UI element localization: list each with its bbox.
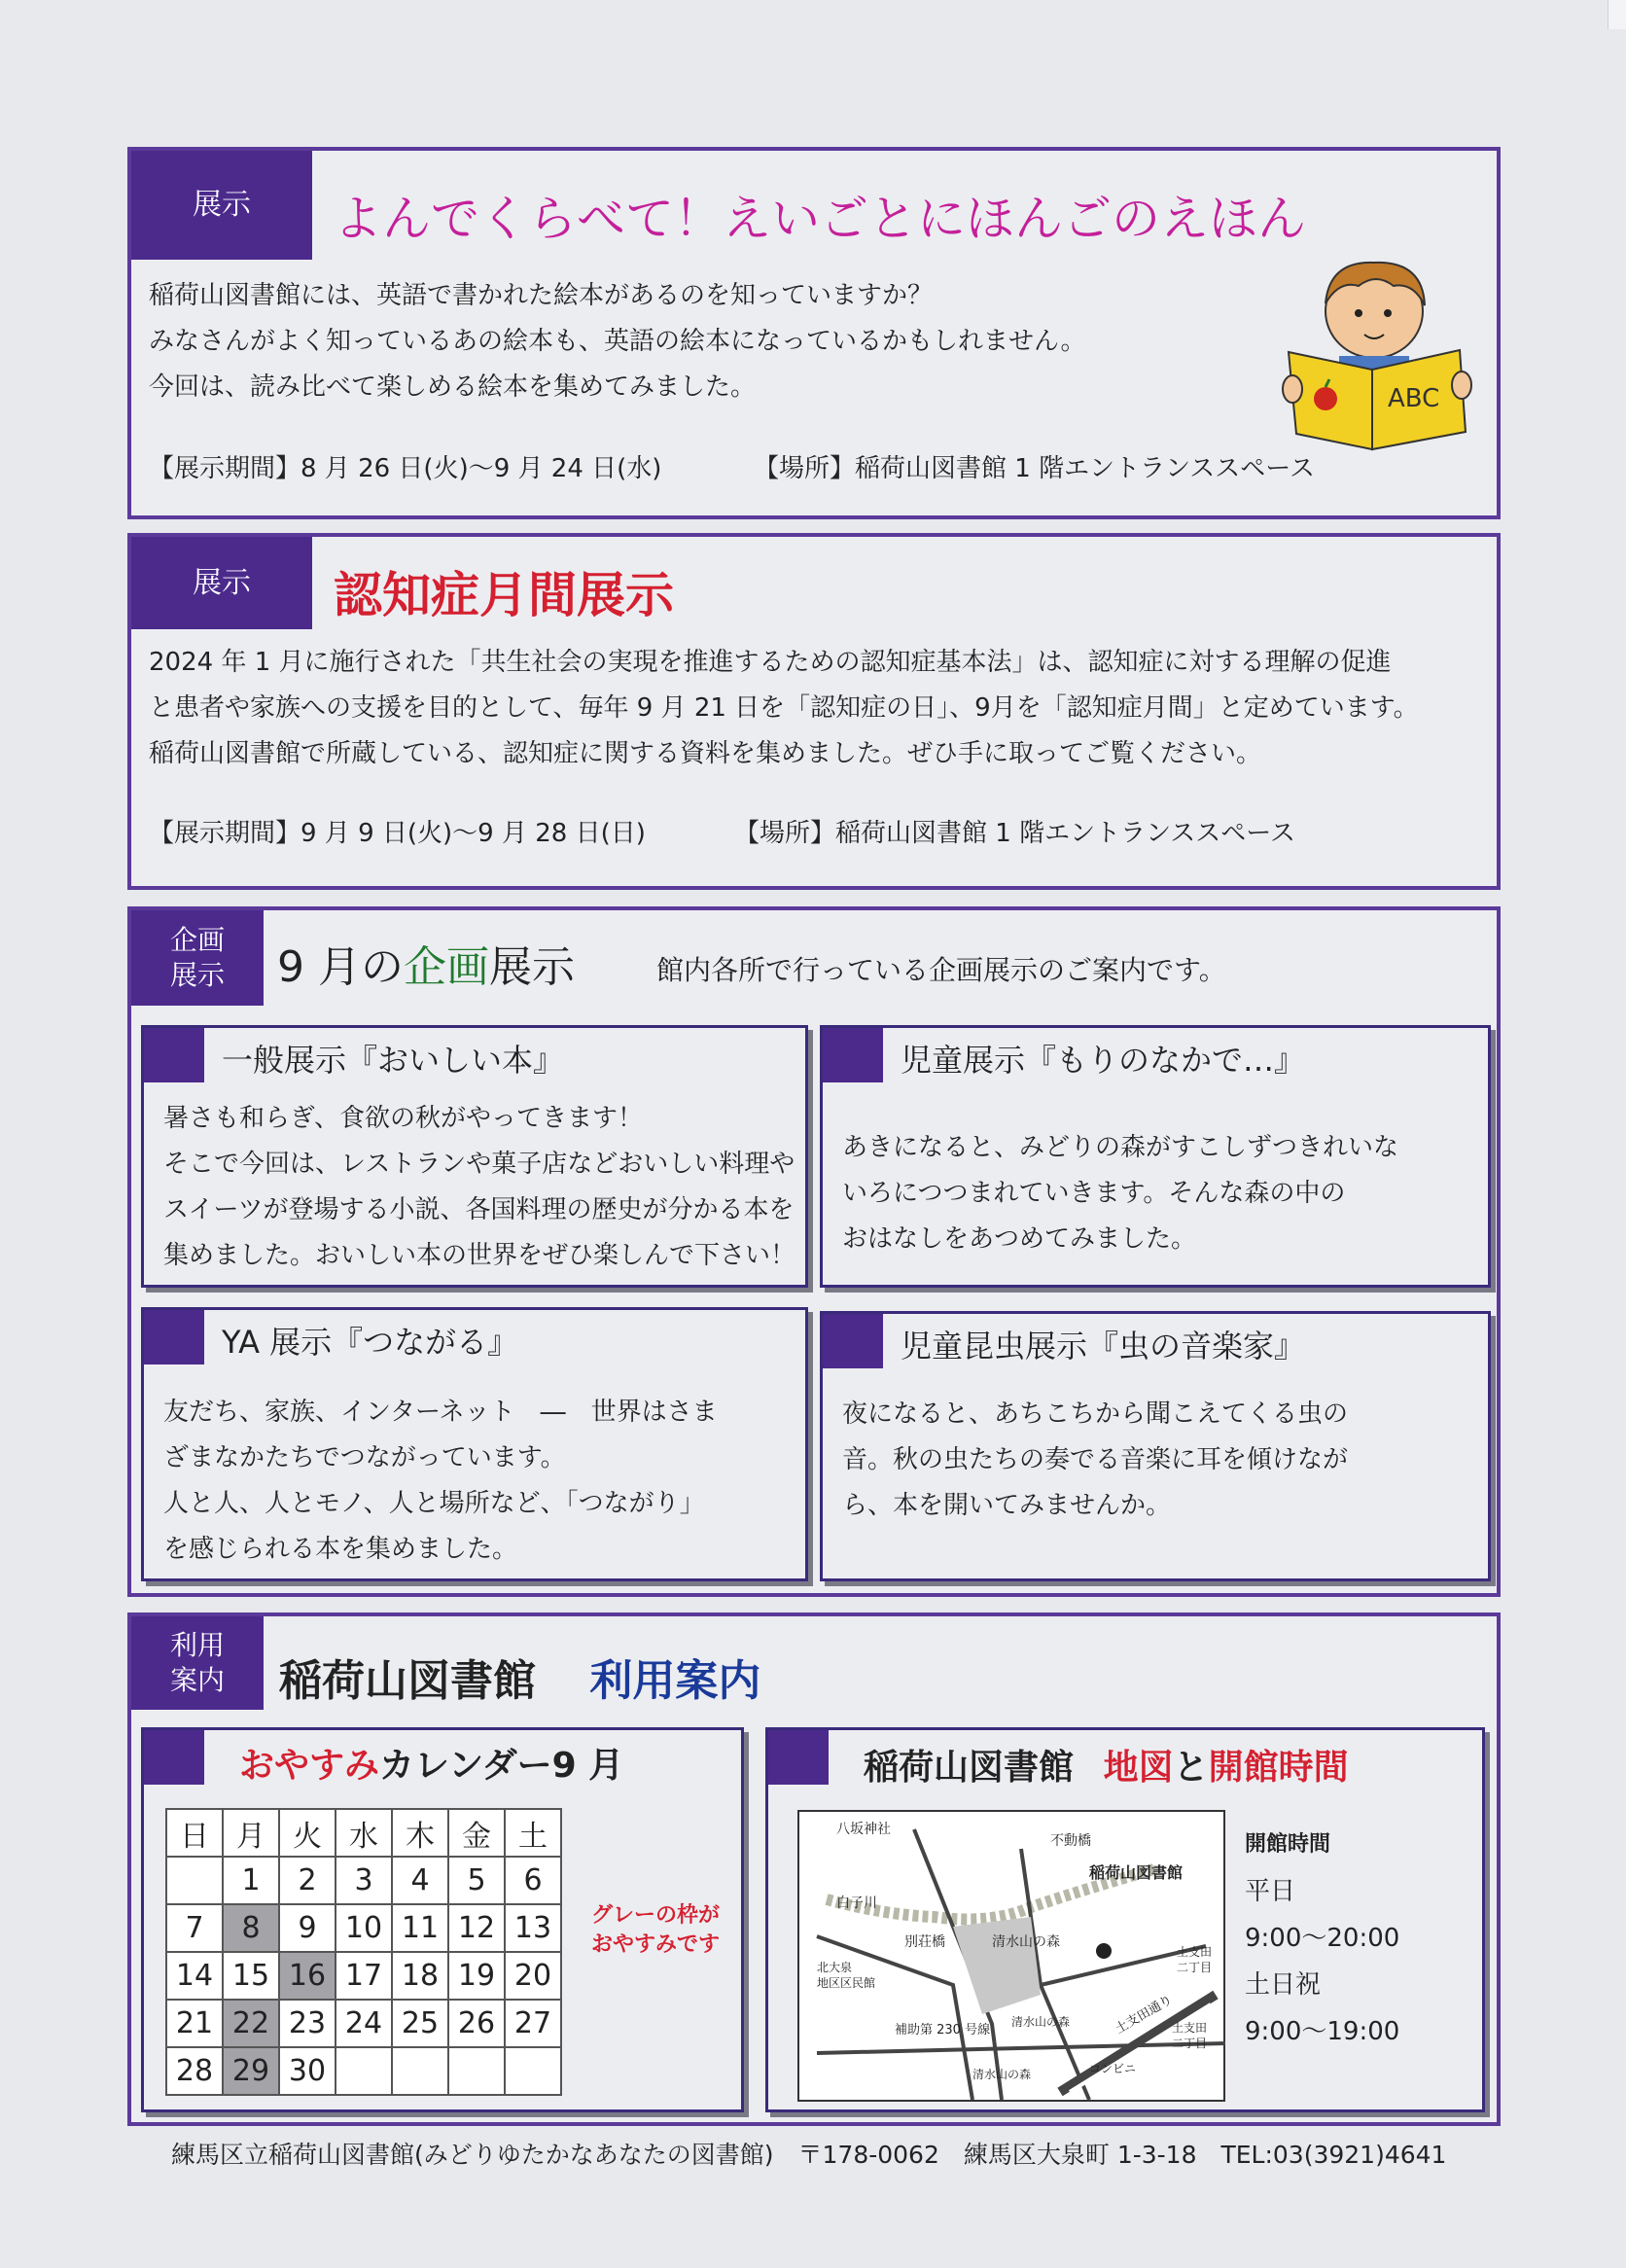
exhibit-box-ya xyxy=(141,1307,808,1581)
text-line: スイーツが登場する小説、各国料理の歴史が分かる本を xyxy=(163,1195,795,1224)
map-label-hachiman: 八坂神社 xyxy=(836,1822,891,1837)
text-line: 2024 年 1 月に施行された「共生社会の実現を推進するための認知症基本法」は、認知症に対する理解の促進 xyxy=(149,648,1392,677)
map-title-main: 稲荷山図書館 xyxy=(864,1748,1075,1788)
title-part: 展示 xyxy=(488,942,575,992)
child-reading-book-illustration xyxy=(1279,243,1473,457)
day-cell: 20 xyxy=(505,1952,561,2000)
day-cell xyxy=(448,2047,505,2095)
hours-heading: 開館時間 xyxy=(1245,1832,1331,1857)
text-line: 稲荷山図書館には、英語で書かれた絵本があるのを知っていますか？ xyxy=(149,281,934,310)
weekday-cell: 火 xyxy=(279,1809,336,1857)
library-area-map xyxy=(797,1810,1225,2102)
text-line: 人と人、人とモノ、人と場所など、「つながり」 xyxy=(163,1489,705,1518)
map-label-library: 稲荷山図書館 xyxy=(1089,1863,1184,1882)
box-description xyxy=(163,1390,718,1573)
text-line: そこで今回は、レストランや菓子店などおいしい料理や xyxy=(163,1150,795,1179)
weekday-cell: 土 xyxy=(505,1809,561,1857)
day-cell xyxy=(336,2047,392,2095)
day-cell: 13 xyxy=(505,1904,561,1952)
box-title: YA 展示『つながる』 xyxy=(222,1324,519,1361)
usage-title-main: 稲荷山図書館 xyxy=(279,1656,536,1706)
text-line: おはなしをあつめてみました。 xyxy=(842,1224,1197,1254)
map-label-kitaoizumi2: 地区区民館 xyxy=(817,1976,876,1990)
day-cell: 14 xyxy=(166,1952,223,2000)
calendar-week-row xyxy=(166,1952,561,2000)
text-line: ざまなかたちでつながっています。 xyxy=(163,1443,566,1472)
day-cell: 10 xyxy=(336,1904,392,1952)
calendar-weekday-row xyxy=(166,1809,561,1857)
day-cell: 28 xyxy=(166,2047,223,2095)
day-cell xyxy=(392,2047,448,2095)
calendar-week-row xyxy=(166,2000,561,2047)
day-cell: 30 xyxy=(279,2047,336,2095)
map-label-dosaka-road: 土支田通り xyxy=(1113,1992,1176,2038)
weekday-cell: 日 xyxy=(166,1809,223,1857)
exhibit-box-children-forest xyxy=(820,1025,1491,1288)
day-cell: 16 xyxy=(279,1952,336,2000)
exhibit-box-insects xyxy=(820,1311,1491,1581)
section-tag xyxy=(131,151,312,260)
day-cell: 12 xyxy=(448,1904,505,1952)
exhibit-place: 【場所】稲荷山図書館 1 階エントランススペース xyxy=(734,819,1295,848)
text-line: を感じられる本を集めました。 xyxy=(163,1535,518,1564)
map-label-hojo: 補助第 230 号線 xyxy=(895,2023,991,2038)
calendar-title-rest: カレンダー9 月 xyxy=(379,1746,624,1786)
map-title-red1: 地図 xyxy=(1103,1748,1174,1788)
box-tag xyxy=(823,1028,883,1082)
exhibit-place: 【場所】稲荷山図書館 1 階エントランススペース xyxy=(754,454,1315,483)
planning-subtitle: 館内各所で行っている企画展示のご案内です。 xyxy=(656,954,1226,986)
map-label-konbini: コンビニ xyxy=(1089,2062,1137,2075)
day-cell: 21 xyxy=(166,2000,223,2047)
calendar-week-row xyxy=(166,1904,561,1952)
closed-days-calendar-box xyxy=(141,1727,744,2112)
box-tag xyxy=(144,1028,204,1082)
map-label-kitaoizumi1: 北大泉 xyxy=(817,1961,853,1974)
exhibit-box-general xyxy=(141,1025,808,1288)
planning-title xyxy=(277,932,575,994)
exhibit-period: 【展示期間】8 月 26 日(火)～9 月 24 日(水) xyxy=(149,454,662,483)
box-tag xyxy=(823,1314,883,1368)
day-cell: 27 xyxy=(505,2000,561,2047)
book-abc-text: ABC xyxy=(1388,384,1440,413)
box-title: 児童展示『もりのなかで…』 xyxy=(901,1042,1306,1079)
page-corner xyxy=(1608,0,1626,29)
section-tag-line1: 企画 xyxy=(169,924,225,956)
text-line: いろにつつまれていきます。そんな森の中の xyxy=(842,1179,1346,1208)
text-line: 暑さも和らぎ、食欲の秋がやってきます！ xyxy=(163,1104,643,1133)
day-cell: 4 xyxy=(392,1857,448,1904)
note-line: グレーの枠が xyxy=(591,1903,721,1928)
day-cell: 19 xyxy=(448,1952,505,2000)
map-title-mid: と xyxy=(1173,1748,1209,1788)
day-cell: 5 xyxy=(448,1857,505,1904)
weekday-cell: 木 xyxy=(392,1809,448,1857)
section-tag xyxy=(131,910,264,1006)
map-label-shimizu: 清水山の森 xyxy=(992,1934,1060,1950)
box-description xyxy=(842,1392,1348,1529)
calendar-week-row xyxy=(166,1857,561,1904)
day-cell: 17 xyxy=(336,1952,392,2000)
text-line: 夜になると、あちこちから聞こえてくる虫の xyxy=(842,1400,1349,1429)
box-description xyxy=(842,1125,1398,1262)
calendar-title xyxy=(239,1738,623,1788)
day-cell: 26 xyxy=(448,2000,505,2047)
text-line: ら、本を開いてみませんか。 xyxy=(842,1491,1172,1520)
hours-weekend-time: 9:00～19:00 xyxy=(1245,2017,1400,2046)
day-cell: 9 xyxy=(279,1904,336,1952)
box-description xyxy=(163,1096,795,1279)
text-line: と患者や家族への支援を目的として、毎年 9 月 21 日を「認知症の日」、9月を「認知症月間」と定めています。 xyxy=(149,693,1419,723)
day-cell: 29 xyxy=(223,2047,279,2095)
day-cell: 24 xyxy=(336,2000,392,2047)
day-cell: 25 xyxy=(392,2000,448,2047)
map-label-dosaka2: 二丁目 xyxy=(1177,1961,1213,1974)
section-tag-label: 展示 xyxy=(193,565,251,600)
calendar-week-row xyxy=(166,2047,561,2095)
opening-hours xyxy=(1245,1822,1399,2055)
calendar-note xyxy=(591,1901,720,1960)
section-tag xyxy=(131,537,312,629)
map-label-dosaka4: 二丁目 xyxy=(1172,2037,1208,2050)
day-cell: 2 xyxy=(279,1857,336,1904)
day-cell: 18 xyxy=(392,1952,448,2000)
section-tag-line2: 展示 xyxy=(169,959,225,991)
section-tag-line1: 利用 xyxy=(169,1629,225,1661)
exhibit-description xyxy=(149,273,1086,410)
section-tag xyxy=(131,1616,264,1710)
text-line: 友だち、家族、インターネット ― 世界はさま xyxy=(163,1398,718,1427)
hours-weekend-label: 土日祝 xyxy=(1245,1970,1322,2000)
text-line: 今回は、読み比べて楽しめる絵本を集めてみました。 xyxy=(149,372,757,402)
map-box-title xyxy=(864,1740,1349,1790)
exhibit-panel-dementia-month xyxy=(127,533,1501,890)
text-line: 集めました。おいしい本の世界をぜひ楽しんで下さい！ xyxy=(163,1241,796,1270)
exhibit-description xyxy=(149,640,1419,777)
map-label-fudo: 不動橋 xyxy=(1050,1833,1091,1849)
map-hours-box xyxy=(765,1727,1485,2112)
day-cell xyxy=(166,1857,223,1904)
map-label-shirako: 白子川 xyxy=(836,1896,877,1911)
usage-guide-panel xyxy=(127,1612,1501,2126)
weekday-cell: 金 xyxy=(448,1809,505,1857)
weekday-cell: 月 xyxy=(223,1809,279,1857)
planning-exhibits-panel xyxy=(127,906,1501,1597)
day-cell: 8 xyxy=(223,1904,279,1952)
title-part: 9 月の xyxy=(277,942,404,992)
day-cell: 11 xyxy=(392,1904,448,1952)
hours-weekday-time: 9:00～20:00 xyxy=(1245,1924,1400,1953)
map-label-dosaka3: 土支田 xyxy=(1172,2021,1208,2035)
map-label-dosaka1: 土支田 xyxy=(1177,1945,1213,1959)
usage-title-sub: 利用案内 xyxy=(589,1656,761,1706)
box-title: 一般展示『おいしい本』 xyxy=(222,1042,565,1079)
calendar-title-red: おやすみ xyxy=(239,1746,380,1786)
map-label-betsu: 別荘橋 xyxy=(904,1934,945,1950)
day-cell: 3 xyxy=(336,1857,392,1904)
day-cell: 6 xyxy=(505,1857,561,1904)
day-cell: 15 xyxy=(223,1952,279,2000)
box-title: 児童昆虫展示『虫の音楽家』 xyxy=(901,1328,1306,1364)
box-tag xyxy=(144,1730,204,1785)
weekday-cell: 水 xyxy=(336,1809,392,1857)
title-accent: 企画 xyxy=(403,942,489,992)
section-tag-line2: 案内 xyxy=(169,1664,225,1696)
map-label-shimizu2: 清水山の森 xyxy=(1011,2015,1071,2029)
exhibit-period: 【展示期間】9 月 9 日(火)～9 月 28 日(日) xyxy=(149,819,646,848)
exhibit-title: よんでくらべて！えいごとにほんごのえほん xyxy=(334,191,1306,247)
day-cell: 22 xyxy=(223,2000,279,2047)
section-tag-label: 展示 xyxy=(193,188,251,222)
box-tag xyxy=(144,1310,204,1364)
note-line: おやすみです xyxy=(591,1932,721,1957)
hours-weekday-label: 平日 xyxy=(1245,1877,1296,1906)
library-address-footer: 練馬区立稲荷山図書館(みどりゆたかなあなたの図書館) 〒178-0062 練馬区大泉町 1-3-18 TEL:03(3921)4641 xyxy=(171,2141,1447,2169)
calendar-table xyxy=(165,1808,562,2096)
exhibit-panel-english-picture-books xyxy=(127,147,1501,519)
box-tag xyxy=(768,1730,829,1785)
map-title-red2: 開館時間 xyxy=(1208,1748,1349,1788)
usage-title xyxy=(279,1646,760,1708)
exhibit-title: 認知症月間展示 xyxy=(334,567,674,623)
text-line: 音。秋の虫たちの奏でる音楽に耳を傾けなが xyxy=(842,1445,1349,1474)
map-label-shimizu3: 清水山の森 xyxy=(972,2068,1032,2081)
text-line: あきになると、みどりの森がすこしずつきれいな xyxy=(842,1133,1399,1162)
text-line: みなさんがよく知っているあの絵本も、英語の絵本になっているかもしれません。 xyxy=(149,327,1086,356)
text-line: 稲荷山図書館で所蔵している、認知症に関する資料を集めました。ぜひ手に取ってご覧ください。 xyxy=(149,739,1262,768)
day-cell xyxy=(505,2047,561,2095)
day-cell: 1 xyxy=(223,1857,279,1904)
day-cell: 23 xyxy=(279,2000,336,2047)
day-cell: 7 xyxy=(166,1904,223,1952)
